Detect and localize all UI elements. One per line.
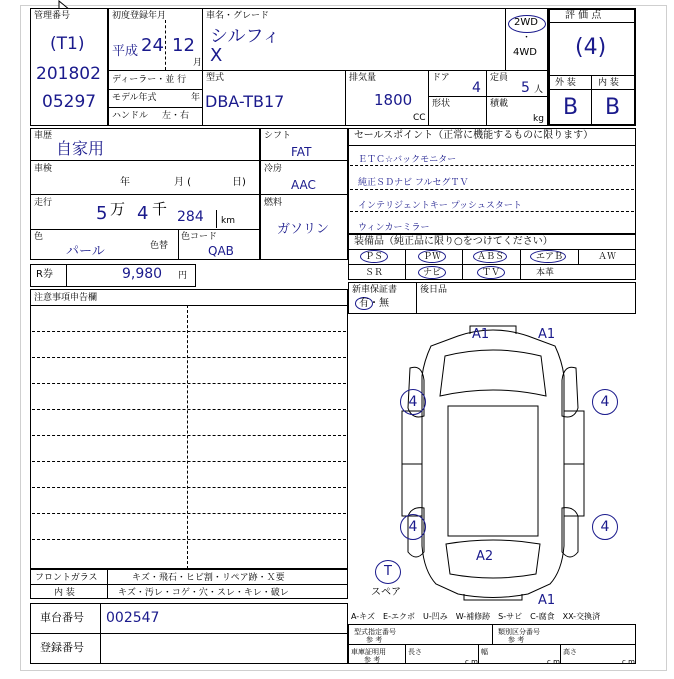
- inspection-year-unit: 年: [120, 177, 130, 188]
- tire-front-left: 4: [400, 389, 426, 415]
- interior-row-label: 内 装: [54, 588, 75, 598]
- vehicle-info-box: [108, 8, 548, 126]
- field-height-unit: c m: [622, 658, 635, 666]
- color-code-label: 色コード: [181, 232, 218, 242]
- recycle-label: R券: [36, 269, 53, 280]
- field-garage-ref: 参 考: [364, 656, 381, 664]
- field-length-unit: c m: [465, 658, 478, 666]
- field-width: 幅: [481, 648, 488, 656]
- equip-abs: ＡＢＳ: [477, 252, 505, 262]
- recycle-box: [30, 264, 196, 287]
- damage-mark-rear-right: A1: [538, 593, 556, 606]
- tire-rear-right: 4: [592, 514, 618, 540]
- interior-label: 内 装: [598, 78, 619, 88]
- equipment-title: 装備品（純正品に限り○をつけてください）: [354, 236, 553, 247]
- field-length: 長さ: [408, 648, 422, 656]
- type-value: DBA-TB17: [205, 92, 285, 111]
- equip-sr: ＳＲ: [365, 268, 384, 278]
- displacement-label: 排気量: [349, 73, 377, 83]
- handle-value: 左・右: [162, 111, 190, 121]
- kg-label: kg: [533, 114, 544, 124]
- car-name: シルフィ: [210, 26, 281, 47]
- load-label: 積載: [490, 99, 509, 109]
- recycle-unit: 円: [178, 271, 188, 281]
- handle-label: ハンドル: [112, 111, 149, 121]
- spare-label: スペア: [371, 587, 401, 598]
- sales-point-4: ウィンカーミラー: [358, 223, 430, 233]
- mileage-man-unit: 万: [110, 200, 126, 218]
- score-label: 評 価 点: [565, 10, 602, 21]
- model-year-label: モデル年式: [112, 93, 157, 103]
- management-number-label: 管理番号: [34, 11, 71, 21]
- management-number-2: 201802: [36, 64, 101, 84]
- drive-4wd: 4WD: [513, 47, 537, 58]
- drive-dot: ・: [522, 33, 532, 43]
- history-label: 車歴: [34, 131, 53, 141]
- fuel-value: ガソリン: [277, 222, 330, 237]
- sales-points-title: セールスポイント（正常に機能するものに限ります）: [354, 130, 594, 141]
- car-name-label: 車名・グレード: [206, 11, 270, 21]
- inspection-month-unit: 月 (: [174, 177, 192, 188]
- type-label: 型式: [206, 73, 225, 83]
- tire-rear-left: 4: [400, 514, 426, 540]
- color-code-value: QAB: [208, 244, 234, 258]
- month-value: 12: [172, 35, 195, 56]
- spare-tire-mark: T: [375, 560, 401, 584]
- score-value: (4): [575, 35, 607, 60]
- ac-value: AAC: [291, 178, 316, 192]
- management-number-3: 05297: [42, 92, 97, 112]
- equip-airbag: エアＢ: [536, 252, 564, 262]
- mileage-label: 走行: [34, 198, 53, 208]
- capacity-label: 定員: [490, 73, 509, 83]
- exterior-grade: B: [563, 95, 579, 120]
- mileage-km: km: [221, 216, 235, 226]
- sales-point-3: インテリジェントキー プッシュスタート: [358, 201, 522, 211]
- mileage-sen: 4: [137, 203, 149, 224]
- front-glass-value: キズ・飛石・ヒビ割・リペア跡・Ｘ要: [132, 573, 285, 583]
- mileage-man: 5: [96, 203, 108, 224]
- year-value: 24: [141, 35, 164, 56]
- fuel-label: 燃料: [264, 198, 283, 208]
- damage-mark-rear-center: A2: [476, 549, 494, 564]
- color-tone-label: 色替: [150, 241, 169, 251]
- displacement-value: 1800: [374, 91, 413, 109]
- month-unit: 月: [193, 58, 203, 68]
- grade-value: X: [210, 45, 223, 66]
- field-type-ref: 参 考: [366, 636, 383, 644]
- color-label: 色: [34, 232, 44, 242]
- field-class-number: 類別区分番号: [498, 628, 540, 636]
- mileage-rest: 284: [177, 209, 204, 225]
- interior-row-value: キズ・汚レ・コゲ・穴・スレ・キレ・破レ: [118, 588, 289, 598]
- equip-leather: 本革: [536, 268, 555, 278]
- after-items-label: 後日品: [420, 285, 448, 295]
- field-width-unit: c m: [547, 658, 560, 666]
- warranty-value: 有・無: [359, 298, 389, 309]
- shape-label: 形状: [432, 99, 451, 109]
- capacity-unit: 人: [534, 85, 544, 95]
- shift-label: シフト: [264, 131, 292, 141]
- history-value: 自家用: [56, 139, 105, 158]
- drive-2wd: 2WD: [514, 17, 538, 28]
- equip-navi: ナビ: [423, 268, 442, 278]
- tire-front-right: 4: [592, 389, 618, 415]
- field-garage: 車庫証明用: [351, 648, 386, 656]
- field-type-designation: 型式指定番号: [354, 628, 396, 636]
- inspection-label: 車検: [34, 164, 53, 174]
- chassis-value: 002547: [106, 610, 160, 626]
- damage-mark-front-left: A1: [472, 327, 490, 342]
- damage-legend: A-キズ E-エクボ U-凹み W-補修跡 S-サビ C-腐食 XX-交換済: [351, 612, 601, 621]
- mileage-sen-unit: 千: [152, 200, 168, 218]
- chassis-label: 車台番号: [40, 611, 84, 624]
- inspection-day-unit: 日): [232, 177, 246, 188]
- dealer-label: ディーラー・並 行: [112, 75, 187, 85]
- era-value: 平成: [112, 44, 139, 59]
- sales-point-2: 純正ＳＤナビ フルセグＴＶ: [358, 178, 469, 188]
- recycle-amount: 9,980: [122, 266, 163, 282]
- model-year-unit: 年: [191, 93, 201, 103]
- field-class-ref: 参 考: [508, 636, 525, 644]
- field-height: 高さ: [563, 648, 577, 656]
- ac-label: 冷房: [264, 164, 283, 174]
- equip-ps: ＰＳ: [365, 252, 384, 262]
- shift-value: FAT: [291, 145, 312, 159]
- interior-grade: B: [605, 95, 621, 120]
- door-label: ドア: [432, 73, 450, 83]
- front-glass-label: フロントガラス: [35, 573, 98, 583]
- sales-point-1: ＥＴＣ☆バックモニター: [358, 155, 457, 165]
- exterior-label: 外 装: [555, 78, 576, 88]
- equip-pw: ＰＷ: [423, 252, 442, 262]
- score-box: [548, 8, 636, 126]
- capacity-value: 5: [521, 80, 530, 96]
- management-number-1: (T1): [50, 34, 85, 54]
- warranty-label: 新車保証書: [352, 285, 398, 295]
- damage-mark-front-right: A1: [538, 327, 556, 342]
- door-value: 4: [472, 80, 481, 96]
- first-registration-label: 初度登録年月: [112, 11, 167, 21]
- equip-aw: ＡＷ: [598, 252, 617, 262]
- cc-label: CC: [413, 113, 426, 123]
- notes-label: 注意事項申告欄: [34, 293, 98, 303]
- registration-label: 登録番号: [40, 641, 84, 654]
- equip-tv: ＴＶ: [482, 268, 501, 278]
- color-value: パール: [66, 244, 105, 259]
